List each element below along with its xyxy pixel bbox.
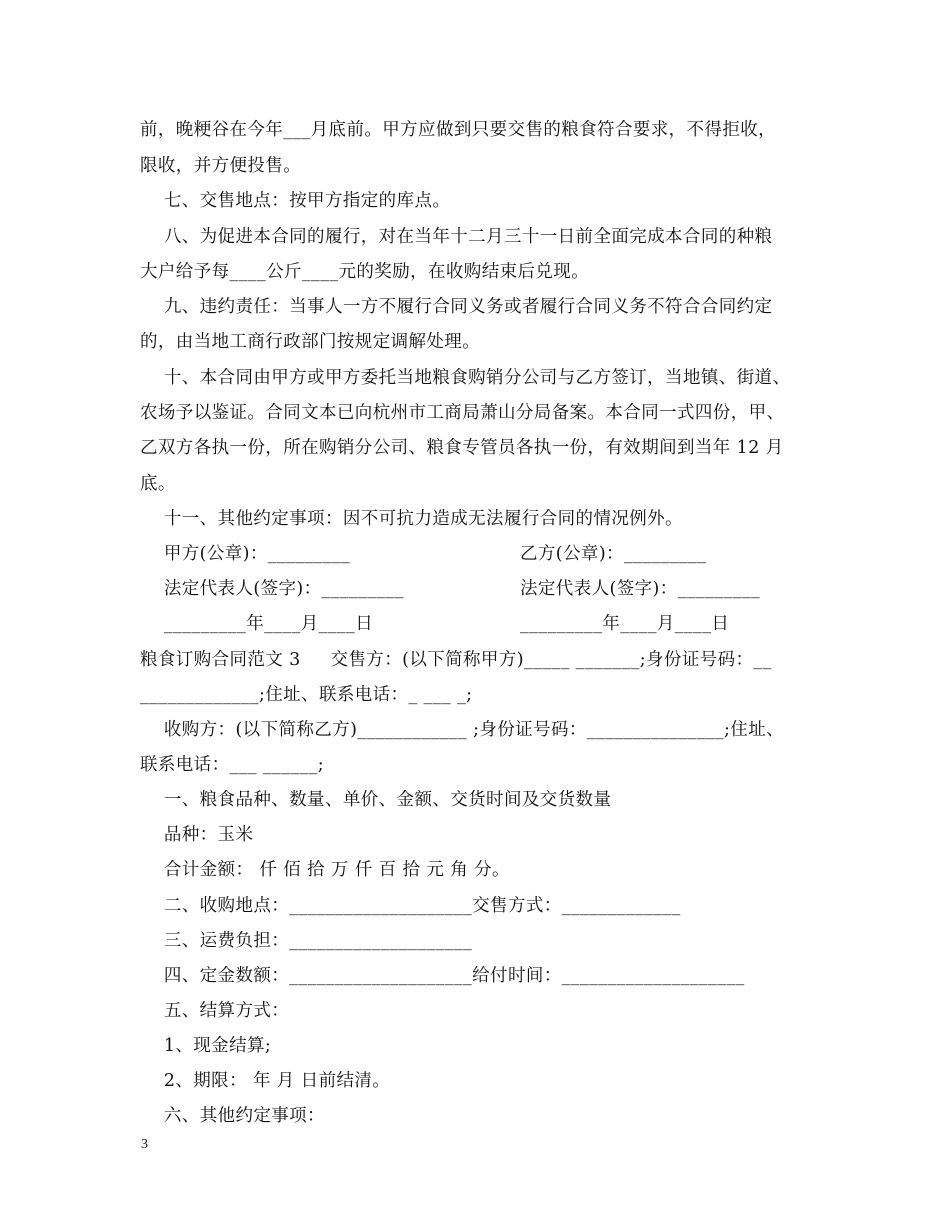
text-line: 二、收购地点：____________________交售方式：_____________ [140, 896, 681, 916]
text-line: _____________;住址、联系电话：_ ___ _; [140, 685, 473, 705]
text-line: 十一、其他约定事项：因不可抗力造成无法履行合同的情况例外。 [140, 509, 683, 529]
text-line: 收购方：(以下简称乙方)____________ ;身份证号码：_______________;住址、 [140, 720, 785, 740]
text-line: 合计金额： 仟 佰 拾 万 仟 百 拾 元 角 分。 [140, 860, 510, 880]
text-line: 十、本合同由甲方或甲方委托当地粮食购销分公司与乙方签订，当地镇、街道、 [140, 368, 791, 388]
text-line: 八、为促进本合同的履行，对在当年十二月三十一日前全面完成本合同的种粮 [140, 227, 773, 247]
party-a-seal: 甲方(公章)：_________ [140, 544, 351, 564]
party-a-date: _________年____月____日 [140, 614, 374, 634]
party-a-representative: 法定代表人(签字)：_________ [140, 579, 404, 599]
text-line: 联系电话：___ ______; [140, 755, 325, 775]
text-line: 前，晚粳谷在今年___月底前。甲方应做到只要交售的粮食符合要求，不得拒收， [140, 120, 777, 140]
text-line: 大户给予每____公斤____元的奖励，在收购结束后兑现。 [140, 262, 590, 282]
text-line: 一、粮食品种、数量、单价、金额、交货时间及交货数量 [140, 790, 612, 810]
text-line: 1、现金结算; [140, 1036, 272, 1056]
party-b-representative: 法定代表人(签字)：_________ [520, 579, 761, 599]
text-line: 的，由当地工商行政部门按规定调解处理。 [140, 332, 481, 352]
text-line: 五、结算方式： [140, 1001, 290, 1021]
text-line: 三、运费负担：____________________ [140, 931, 473, 951]
text-line: 四、定金数额：____________________给付时间：____________________ [140, 966, 745, 986]
text-line: 粮食订购合同范文 3 交售方：(以下简称甲方)_____ _______;身份证号码：__ [140, 650, 772, 670]
text-line: 乙双方各执一份，所在购销分公司、粮食专管员各执一份，有效期间到当年 12 月 [140, 438, 784, 458]
text-line: 七、交售地点：按甲方指定的库点。 [140, 191, 451, 211]
text-line: 六、其他约定事项： [140, 1106, 325, 1126]
page-number: 3 [141, 1137, 148, 1152]
text-line: 底。 [140, 474, 176, 494]
text-line: 限收，并方便投售。 [140, 156, 302, 176]
text-line: 2、期限： 年 月 日前结清。 [140, 1071, 391, 1091]
party-b-seal: 乙方(公章)：_________ [520, 544, 707, 564]
party-b-date: _________年____月____日 [520, 614, 730, 634]
text-line: 九、违约责任：当事人一方不履行合同义务或者履行合同义务不符合合同约定 [140, 297, 773, 317]
text-line: 农场予以鉴证。合同文本已向杭州市工商局萧山分局备案。本合同一式四份，甲、 [140, 403, 785, 423]
text-line: 品种：玉米 [140, 825, 254, 845]
